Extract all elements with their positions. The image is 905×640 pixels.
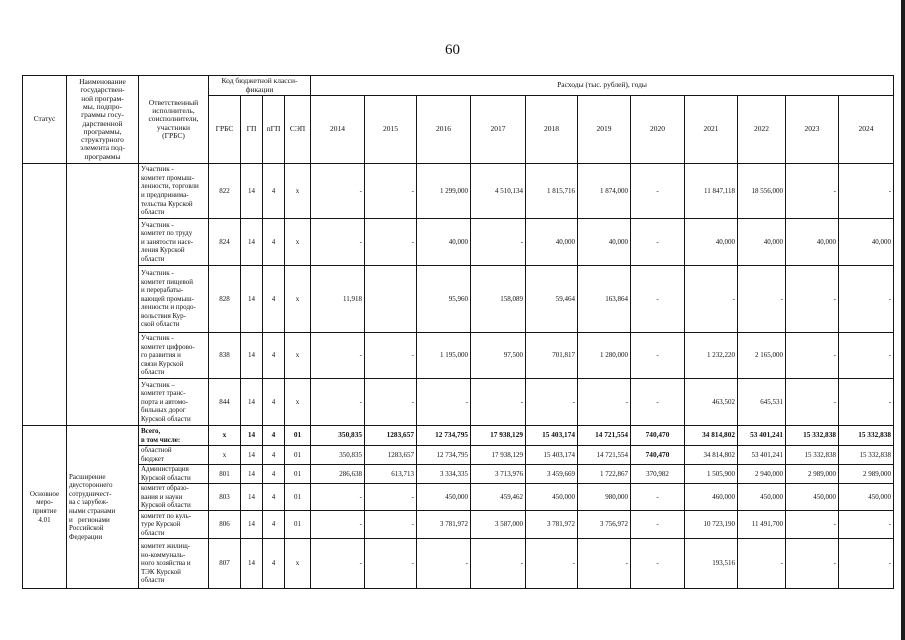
- executor-cell: Участник - комитет промыш- ленности, торговли и предпринима- тельства Курской области: [139, 164, 209, 219]
- header-year: 2022: [738, 96, 786, 164]
- expense-2020-cell: -: [631, 219, 685, 266]
- expense-2018-cell: 40,000: [526, 219, 578, 266]
- table-row: [23, 426, 894, 446]
- expense-2020-cell: -: [631, 266, 685, 333]
- header-budget-code: Код бюджетной класси- фикации: [209, 76, 311, 96]
- code-pgp-cell: 4: [263, 446, 285, 465]
- table-row: [23, 333, 894, 379]
- header-code-grbs: ГРБС: [209, 96, 241, 164]
- expense-2024-cell: -: [839, 333, 894, 379]
- expense-2019-cell: 3 756,972: [578, 511, 631, 539]
- expense-2023-cell: -: [786, 511, 839, 539]
- code-pgp-cell: 4: [263, 164, 285, 219]
- expense-2017-cell: -: [471, 219, 526, 266]
- expense-2017-cell: 3 587,000: [471, 511, 526, 539]
- code-sep-cell: х: [285, 333, 311, 379]
- expense-2021-cell: 40,000: [685, 219, 738, 266]
- executor-cell: Участник - комитет цифрово- го развития и связи Курской области: [139, 333, 209, 379]
- expense-2014-cell: 350,835: [311, 426, 365, 446]
- code-pgp-cell: 4: [263, 539, 285, 589]
- expense-2015-cell: -: [365, 484, 417, 511]
- expense-2022-cell: -: [738, 266, 786, 333]
- code-grbs-cell: 824: [209, 219, 241, 266]
- executor-cell: областной бюджет: [139, 446, 209, 465]
- code-sep-cell: х: [285, 219, 311, 266]
- header-year: 2020: [631, 96, 685, 164]
- code-gp-cell: 14: [241, 446, 263, 465]
- expense-2021-cell: 34 814,802: [685, 446, 738, 465]
- expense-2023-cell: 40,000: [786, 219, 839, 266]
- expense-2024-cell: 450,000: [839, 484, 894, 511]
- code-sep-cell: х: [285, 266, 311, 333]
- expense-2022-cell: 450,000: [738, 484, 786, 511]
- expense-2021-cell: 1 232,220: [685, 333, 738, 379]
- code-gp-cell: 14: [241, 333, 263, 379]
- code-grbs-cell: 807: [209, 539, 241, 589]
- header-expenses: Расходы (тыс. рублей), годы: [311, 76, 894, 96]
- code-pgp-cell: 4: [263, 219, 285, 266]
- header-program-name: Наименование государствен- ной програм- мы, подпро- граммы госу- дарственной программы, структурного элемента под- программы: [67, 76, 139, 164]
- code-pgp-cell: 4: [263, 465, 285, 484]
- expense-2019-cell: 14 721,554: [578, 426, 631, 446]
- table-row: [23, 465, 894, 484]
- expense-2019-cell: 14 721,554: [578, 446, 631, 465]
- expense-2022-cell: 645,531: [738, 379, 786, 426]
- table-body: [23, 164, 894, 589]
- header-year: 2019: [578, 96, 631, 164]
- expense-2019-cell: 163,864: [578, 266, 631, 333]
- code-gp-cell: 14: [241, 219, 263, 266]
- expense-2018-cell: 15 403,174: [526, 426, 578, 446]
- expense-2015-cell: [365, 266, 417, 333]
- expense-2018-cell: 450,000: [526, 484, 578, 511]
- page-number: 60: [445, 42, 460, 58]
- code-gp-cell: 14: [241, 379, 263, 426]
- expense-2019-cell: 40,000: [578, 219, 631, 266]
- expense-2019-cell: 1 874,000: [578, 164, 631, 219]
- expense-2016-cell: -: [417, 379, 471, 426]
- code-sep-cell: 01: [285, 446, 311, 465]
- expense-2024-cell: 15 332,838: [839, 446, 894, 465]
- code-pgp-cell: 4: [263, 379, 285, 426]
- expense-2020-cell: 370,982: [631, 465, 685, 484]
- expense-2022-cell: -: [738, 539, 786, 589]
- table-row: [23, 484, 894, 511]
- code-gp-cell: 14: [241, 484, 263, 511]
- expense-2014-cell: -: [311, 219, 365, 266]
- header-code-gp: ГП: [241, 96, 263, 164]
- header-year: 2017: [471, 96, 526, 164]
- expense-2023-cell: 2 989,000: [786, 465, 839, 484]
- expense-2024-cell: 2 989,000: [839, 465, 894, 484]
- expense-2020-cell: 740,470: [631, 426, 685, 446]
- expense-2021-cell: -: [685, 266, 738, 333]
- expense-2015-cell: 1283,657: [365, 426, 417, 446]
- code-grbs-cell: 838: [209, 333, 241, 379]
- header-year: 2014: [311, 96, 365, 164]
- expense-2024-cell: -: [839, 164, 894, 219]
- expense-2017-cell: 4 510,134: [471, 164, 526, 219]
- expense-2018-cell: 15 403,174: [526, 446, 578, 465]
- expense-2022-cell: 40,000: [738, 219, 786, 266]
- expense-2022-cell: 11 491,700: [738, 511, 786, 539]
- expense-2021-cell: 11 847,118: [685, 164, 738, 219]
- code-gp-cell: 14: [241, 164, 263, 219]
- expense-2020-cell: -: [631, 164, 685, 219]
- expense-2014-cell: 350,835: [311, 446, 365, 465]
- budget-table: [22, 75, 894, 589]
- expense-2014-cell: -: [311, 164, 365, 219]
- expense-2017-cell: 17 938,129: [471, 446, 526, 465]
- expense-2018-cell: 3 781,972: [526, 511, 578, 539]
- expense-2024-cell: 40,000: [839, 219, 894, 266]
- header-year: 2018: [526, 96, 578, 164]
- expense-2023-cell: -: [786, 379, 839, 426]
- header-year: 2024: [839, 96, 894, 164]
- expense-2014-cell: -: [311, 484, 365, 511]
- header-executor: Ответственный исполнитель, соисполнители, участники (ГРБС): [139, 76, 209, 164]
- expense-2015-cell: -: [365, 539, 417, 589]
- code-grbs-cell: 803: [209, 484, 241, 511]
- table-row: [23, 446, 894, 465]
- table-row: [23, 164, 894, 219]
- expense-2020-cell: -: [631, 511, 685, 539]
- code-gp-cell: 14: [241, 465, 263, 484]
- expense-2015-cell: -: [365, 333, 417, 379]
- code-sep-cell: х: [285, 539, 311, 589]
- code-sep-cell: 01: [285, 484, 311, 511]
- expense-2022-cell: 18 556,000: [738, 164, 786, 219]
- expense-2022-cell: 53 401,241: [738, 446, 786, 465]
- expense-2018-cell: 701,817: [526, 333, 578, 379]
- expense-2023-cell: -: [786, 539, 839, 589]
- code-pgp-cell: 4: [263, 511, 285, 539]
- expense-2018-cell: 59,464: [526, 266, 578, 333]
- expense-2016-cell: 3 334,335: [417, 465, 471, 484]
- expense-2023-cell: 450,000: [786, 484, 839, 511]
- code-grbs-cell: х: [209, 446, 241, 465]
- header-year: 2023: [786, 96, 839, 164]
- executor-cell: Администрация Курской области: [139, 465, 209, 484]
- code-pgp-cell: 4: [263, 266, 285, 333]
- code-gp-cell: 14: [241, 266, 263, 333]
- expense-2024-cell: 15 332,838: [839, 426, 894, 446]
- code-gp-cell: 14: [241, 511, 263, 539]
- expense-2024-cell: -: [839, 379, 894, 426]
- code-gp-cell: 14: [241, 426, 263, 446]
- expense-2023-cell: -: [786, 164, 839, 219]
- expense-2016-cell: 12 734,795: [417, 426, 471, 446]
- expense-2017-cell: -: [471, 379, 526, 426]
- expense-2024-cell: -: [839, 539, 894, 589]
- table-row: [23, 266, 894, 333]
- expense-2021-cell: 193,516: [685, 539, 738, 589]
- expense-2016-cell: 1 195,000: [417, 333, 471, 379]
- expense-2015-cell: -: [365, 219, 417, 266]
- expense-2015-cell: 1283,657: [365, 446, 417, 465]
- code-gp-cell: 14: [241, 539, 263, 589]
- expense-2017-cell: 459,462: [471, 484, 526, 511]
- code-grbs-cell: 822: [209, 164, 241, 219]
- executor-cell: Участник – комитет транс- порта и автомо- бильных дорог Курской области: [139, 379, 209, 426]
- expense-2016-cell: 12 734,795: [417, 446, 471, 465]
- expense-2018-cell: -: [526, 379, 578, 426]
- expense-2019-cell: 1 280,000: [578, 333, 631, 379]
- code-sep-cell: х: [285, 379, 311, 426]
- code-grbs-cell: 801: [209, 465, 241, 484]
- expense-2023-cell: -: [786, 333, 839, 379]
- expense-2018-cell: 1 815,716: [526, 164, 578, 219]
- code-sep-cell: 01: [285, 511, 311, 539]
- program-name-cell: [67, 164, 139, 426]
- expense-2020-cell: -: [631, 333, 685, 379]
- expense-2017-cell: 158,089: [471, 266, 526, 333]
- code-grbs-cell: х: [209, 426, 241, 446]
- expense-2020-cell: 740,470: [631, 446, 685, 465]
- header-row: [23, 76, 894, 96]
- table-row: [23, 219, 894, 266]
- expense-2019-cell: -: [578, 539, 631, 589]
- expense-2018-cell: -: [526, 539, 578, 589]
- code-grbs-cell: 844: [209, 379, 241, 426]
- expense-2014-cell: -: [311, 333, 365, 379]
- expense-2021-cell: 1 505,900: [685, 465, 738, 484]
- expense-2014-cell: -: [311, 539, 365, 589]
- code-grbs-cell: 828: [209, 266, 241, 333]
- code-sep-cell: 01: [285, 465, 311, 484]
- code-pgp-cell: 4: [263, 426, 285, 446]
- executor-cell: комитет образо- вания и науки Курской области: [139, 484, 209, 511]
- table-row: [23, 539, 894, 589]
- expense-2020-cell: -: [631, 484, 685, 511]
- expense-2021-cell: 460,000: [685, 484, 738, 511]
- executor-cell: Участник - комитет пищевой и перерабаты- вающей промыш- ленности и продо- вольствия Кур- ской области: [139, 266, 209, 333]
- header-year: 2016: [417, 96, 471, 164]
- header-code-pgp: пГП: [263, 96, 285, 164]
- expense-2023-cell: -: [786, 266, 839, 333]
- expense-2015-cell: -: [365, 511, 417, 539]
- expense-2019-cell: 1 722,867: [578, 465, 631, 484]
- expense-2020-cell: -: [631, 379, 685, 426]
- header-code-sep: СЭП: [285, 96, 311, 164]
- code-grbs-cell: 806: [209, 511, 241, 539]
- expense-2022-cell: 2 165,000: [738, 333, 786, 379]
- expense-2022-cell: 2 940,000: [738, 465, 786, 484]
- expense-2022-cell: 53 401,241: [738, 426, 786, 446]
- expense-2021-cell: 463,502: [685, 379, 738, 426]
- header-year: 2021: [685, 96, 738, 164]
- expense-2017-cell: 97,500: [471, 333, 526, 379]
- expense-2016-cell: 450,000: [417, 484, 471, 511]
- expense-2015-cell: 613,713: [365, 465, 417, 484]
- expense-2016-cell: 40,000: [417, 219, 471, 266]
- expense-2015-cell: -: [365, 164, 417, 219]
- table-header: [23, 76, 894, 164]
- table-row: [23, 511, 894, 539]
- executor-cell: комитет по куль- туре Курской области: [139, 511, 209, 539]
- code-pgp-cell: 4: [263, 484, 285, 511]
- expense-2015-cell: -: [365, 379, 417, 426]
- table-row: [23, 379, 894, 426]
- expense-2019-cell: -: [578, 379, 631, 426]
- expense-2023-cell: 15 332,838: [786, 426, 839, 446]
- header-status: Статус: [23, 76, 67, 164]
- code-pgp-cell: 4: [263, 333, 285, 379]
- expense-2014-cell: -: [311, 511, 365, 539]
- expense-2014-cell: 286,638: [311, 465, 365, 484]
- expense-2024-cell: -: [839, 511, 894, 539]
- expense-2021-cell: 34 814,802: [685, 426, 738, 446]
- expense-2017-cell: -: [471, 539, 526, 589]
- expense-2023-cell: 15 332,838: [786, 446, 839, 465]
- code-sep-cell: 01: [285, 426, 311, 446]
- expense-2019-cell: 980,000: [578, 484, 631, 511]
- expense-2016-cell: 1 299,000: [417, 164, 471, 219]
- expense-2024-cell: -: [839, 266, 894, 333]
- status-cell: [23, 164, 67, 426]
- expense-2014-cell: -: [311, 379, 365, 426]
- scan-edge: [901, 0, 905, 640]
- code-sep-cell: х: [285, 164, 311, 219]
- status-cell: Основное меро- приятие 4.01: [23, 426, 67, 589]
- program-name-cell: Расширение двустороннего сотрудничест- ва с зарубеж- ными странами и регионами Российской Федерации: [67, 426, 139, 589]
- expense-2016-cell: -: [417, 539, 471, 589]
- executor-cell: Участник - комитет по труду и занятости насе- ления Курской области: [139, 219, 209, 266]
- expense-2017-cell: 17 938,129: [471, 426, 526, 446]
- expense-2016-cell: 3 781,972: [417, 511, 471, 539]
- executor-cell: комитет жилищ- но-коммуналь- ного хозяйства и ТЭК Курской области: [139, 539, 209, 589]
- expense-2016-cell: 95,960: [417, 266, 471, 333]
- header-year: 2015: [365, 96, 417, 164]
- expense-2018-cell: 3 459,669: [526, 465, 578, 484]
- expense-2014-cell: 11,918: [311, 266, 365, 333]
- executor-cell: Всего, в том числе:: [139, 426, 209, 446]
- expense-2017-cell: 3 713,976: [471, 465, 526, 484]
- expense-2021-cell: 10 723,190: [685, 511, 738, 539]
- expense-2020-cell: -: [631, 539, 685, 589]
